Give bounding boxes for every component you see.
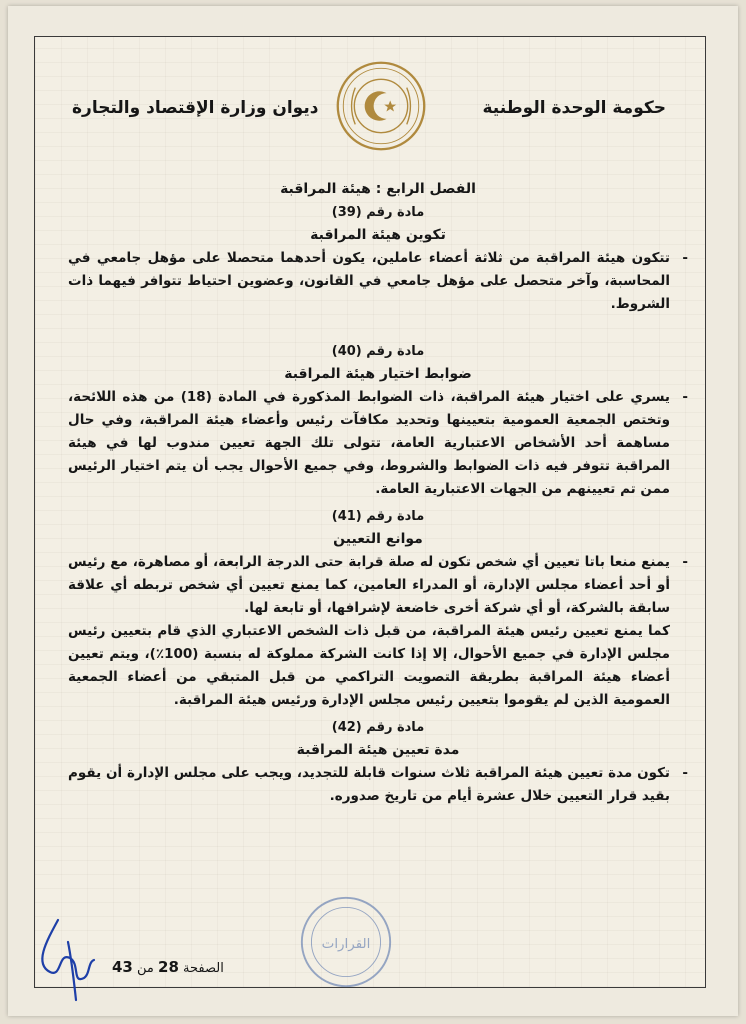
document-body bbox=[68, 178, 688, 808]
bullet-dash: - bbox=[682, 554, 688, 570]
paragraph-text: تتكون هيئة المراقبة من ثلاثة أعضاء عاملين، يكون أحدهما متحصلا على مؤهل جامعي في المحاسبة، وآخر متحصل على مؤهل جامعي في القانون، وعضوين احتياط تتوافر فيهما ذات الشروط. bbox=[68, 250, 670, 312]
article-number: مادة رقم (41) bbox=[331, 509, 425, 524]
paragraph-text: كما يمنع تعيين رئيس هيئة المراقبة، من قبل ذات الشخص الاعتباري الذي قام بتعيين رئيس مجلس الإدارة في جميع الأحوال، إلا إذا كانت الشركة مملوكة له بنسبة (100٪)، ويتم تعيين أعضاء هيئة المراقبة بطريقة التصويت التراكمي من قبل المتبقي من أعضاء الجمعية العمومية الذين لم يقوموا بتعيين رئيس مجلس الإدارة ورئيس هيئة المراقبة. bbox=[68, 623, 670, 708]
page-of: من bbox=[137, 961, 154, 976]
article-title: تكوين هيئة المراقبة bbox=[310, 227, 446, 243]
bullet-dash: - bbox=[682, 765, 688, 781]
document-sheet bbox=[8, 6, 738, 1016]
article-title: مدة تعيين هيئة المراقبة bbox=[296, 742, 460, 758]
article-number: مادة رقم (40) bbox=[331, 344, 425, 359]
stamp-label: القرارات bbox=[321, 936, 371, 952]
chapter-heading: الفصل الرابع : هيئة المراقبة bbox=[280, 181, 476, 197]
article-paragraph bbox=[68, 620, 688, 712]
official-stamp-icon bbox=[298, 894, 394, 990]
page-number bbox=[112, 958, 224, 976]
page-label: الصفحة bbox=[183, 961, 224, 976]
state-emblem-icon bbox=[335, 60, 427, 152]
article-paragraph bbox=[68, 386, 688, 501]
article-title: موانع التعيين bbox=[333, 531, 423, 547]
paragraph-text: تكون مدة تعيين هيئة المراقبة ثلاث سنوات قابلة للتجديد، ويجب على مجلس الإدارة أن يقوم بقيد قرار التعيين خلال عشرة أيام من تاريخ صدوره. bbox=[68, 765, 670, 804]
article-title: ضوابط اختيار هيئة المراقبة bbox=[284, 366, 472, 382]
article-number: مادة رقم (42) bbox=[331, 720, 425, 735]
paragraph-text: يسري على اختيار هيئة المراقبة، ذات الضوابط المذكورة في المادة (18) من هذه اللائحة، وتختص الجمعية العمومية بتعيينها وتحديد مكافآت رئيس وأعضاء هيئة المراقبة، وفي حال مساهمة أحد الأشخاص الاعتبارية العامة، تتولى تلك الجهة تعيين مندوب لها في هيئة المراقبة تتوفر فيه ذات الضوابط والشروط، وفي جميع الأحوال يجب أن يتم اختيار الرئيس ممن تم تعيينهم من الجهات الاعتبارية العامة. bbox=[68, 389, 670, 497]
article-paragraph bbox=[68, 247, 688, 316]
handwritten-signature bbox=[28, 912, 108, 1002]
article-number: مادة رقم (39) bbox=[331, 205, 425, 220]
bullet-dash: - bbox=[682, 250, 688, 266]
ministry-title: ديوان وزارة الإقتصاد والتجارة bbox=[72, 98, 319, 118]
bullet-dash: - bbox=[682, 389, 688, 405]
paragraph-text: يمنع منعا باتا تعيين أي شخص تكون له صلة قرابة حتى الدرجة الرابعة، أو مصاهرة، مع رئيس أو أحد أعضاء مجلس الإدارة، أو المدراء العامين، كما يمنع تعيين أي شخص تربطه أي علاقة سابقة بالشركة، أو أي شركة أخرى خاضعة لإشرافها، أو تابعة لها. bbox=[68, 554, 670, 616]
article-paragraph bbox=[68, 551, 688, 620]
total-pages: 43 bbox=[112, 958, 133, 976]
government-title: حكومة الوحدة الوطنية bbox=[482, 98, 666, 118]
article-paragraph bbox=[68, 762, 688, 808]
current-page: 28 bbox=[158, 958, 179, 976]
